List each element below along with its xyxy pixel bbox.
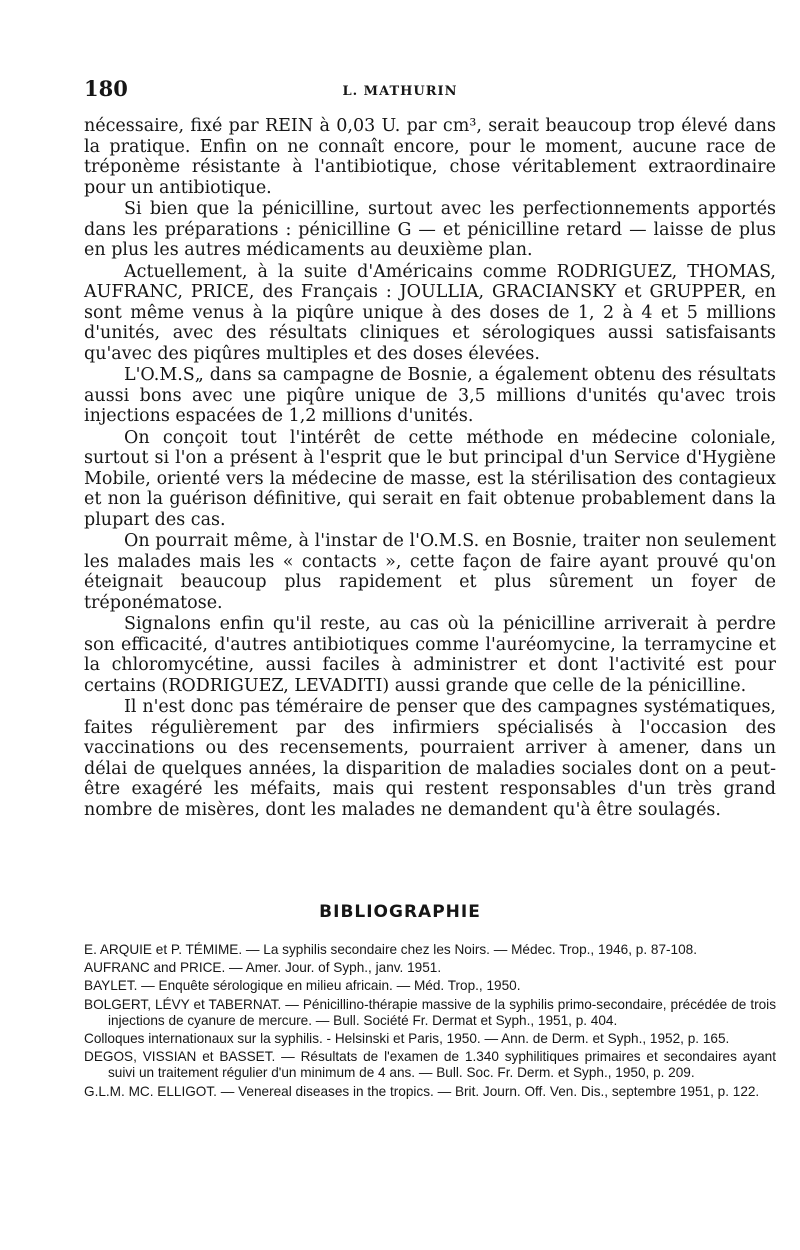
- paragraph-4: L'O.M.S„ dans sa campagne de Bosnie, a également obtenu des résultats aussi bons avec une piqûre unique de 3,5 millions d'unités qu'avec trois injections espacées de 1,2 millions d'unités.: [84, 365, 776, 426]
- page-number: 180: [84, 76, 128, 101]
- paragraph-6: On pourrait même, à l'instar de l'O.M.S. en Bosnie, traiter non seulement les malades mais les « contacts », cette façon de faire ayant prouvé qu'on éteignait beaucoup plus rapidement et plus sûrement un foyer de tréponématose.: [84, 531, 776, 613]
- bibliography-entry: BAYLET. — Enquête sérologique en milieu africain. — Méd. Trop., 1950.: [84, 978, 521, 994]
- bibliography-entry: DEGOS, VISSIAN et BASSET. — Résultats de l'examen de 1.340 syphilitiques primaires et secondaires ayant suivi un traitement régulier d'un minimum de 4 ans. — Bull. Soc. Fr. Derm. et Syph., 1950, p. 209.: [84, 1049, 776, 1081]
- body-text: [84, 116, 776, 820]
- paragraph-1: nécessaire, fixé par REIN à 0,03 U. par cm³, serait beaucoup trop élevé dans la pratique. Enfin on ne connaît encore, pour le moment, aucune race de tréponème résistante à l'antibiotique, chose véritablement extraordinaire pour un antibiotique.: [84, 116, 776, 198]
- bibliography-entry: E. ARQUIE et P. TÉMIME. — La syphilis secondaire chez les Noirs. — Médec. Trop., 1946, p. 87-108.: [84, 942, 697, 957]
- running-head: L. MATHURIN: [342, 84, 458, 99]
- bibliography-entry: Colloques internationaux sur la syphilis. - Helsinski et Paris, 1950. — Ann. de Derm. et Syph., 1952, p. 165.: [84, 1031, 730, 1047]
- bibliography-list: [84, 942, 776, 1102]
- paragraph-2: Si bien que la pénicilline, surtout avec les perfectionnements apportés dans les préparations : pénicilline G — et pénicilline retard — laisse de plus en plus les autres médicaments au deuxième plan.: [84, 199, 776, 260]
- paragraph-5: On conçoit tout l'intérêt de cette méthode en médecine coloniale, surtout si l'on a présent à l'esprit que le but principal d'un Service d'Hygiène Mobile, orienté vers la médecine de masse, est la stérilisation des contagieux et non la guérison définitive, qui serait en fait obtenue probablement dans la plupart des cas.: [84, 427, 776, 530]
- paragraph-3: Actuellement, à la suite d'Américains comme RODRIGUEZ, THOMAS, AUFRANC, PRICE, des Français : JOULLIA, GRACIANSKY et GRUPPER, en sont même venus à la piqûre unique à des doses de 1, 2 à 4 et 5 millions d'unités, avec des résultats cliniques et sérologiques aussi satisfaisants qu'avec des piqûres multiples et des doses élevées.: [84, 261, 776, 364]
- bibliography-heading: BIBLIOGRAPHIE: [319, 902, 481, 922]
- paragraph-7: Signalons enfin qu'il reste, au cas où la pénicilline arriverait à perdre son efficacité, d'autres antibiotiques comme l'auréomycine, la terramycine et la chloromycétine, aussi faciles à administrer et dont l'activité est pour certains (RODRIGUEZ, LEVADITI) aussi grande que celle de la pénicilline.: [84, 614, 776, 696]
- paragraph-8: Il n'est donc pas téméraire de penser que des campagnes systématiques, faites régulièrement par des infirmiers spécialisés à l'occasion des vaccinations ou des recensements, pourraient arriver à amener, dans un délai de quelques années, la disparition de maladies sociales dont on a peut-être exagéré les méfaits, mais qui restent responsables d'un très grand nombre de misères, dont les malades ne demandent qu'à être soulagés.: [84, 697, 776, 820]
- bibliography-entry: AUFRANC and PRICE. — Amer. Jour. of Syph., janv. 1951.: [84, 960, 442, 976]
- bibliography-entry: BOLGERT, LÉVY et TABERNAT. — Pénicillino-thérapie massive de la syphilis primo-secondaire, précédée de trois injections de cyanure de mercure. — Bull. Société Fr. Dermat et Syph., 1951, p. 404.: [84, 996, 776, 1028]
- bibliography-entry: G.L.M. MC. ELLIGOT. — Venereal diseases in the tropics. — Brit. Journ. Off. Ven. Dis., septembre 1951, p. 122.: [84, 1083, 760, 1099]
